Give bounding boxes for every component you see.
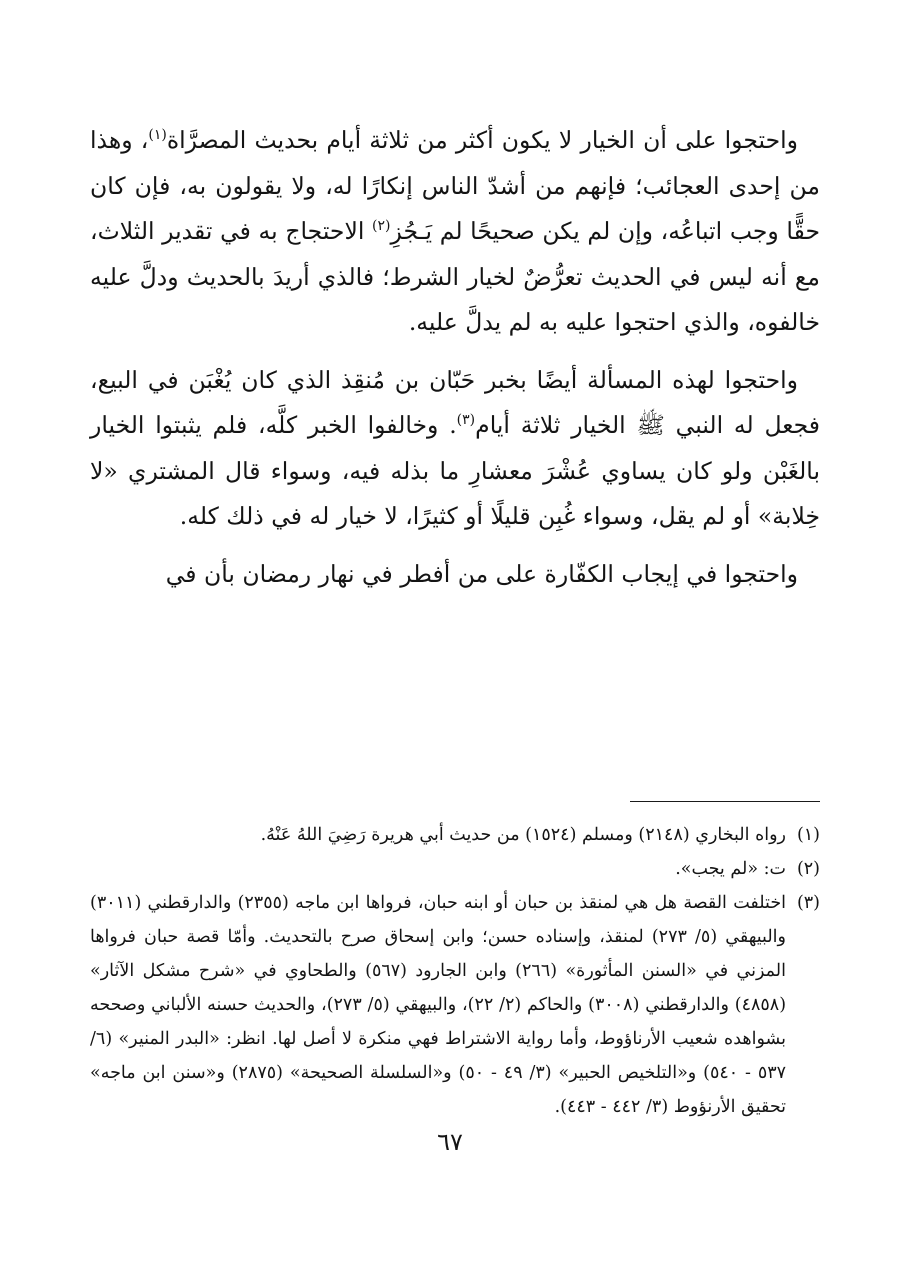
footnote-1 <box>90 818 820 852</box>
footnote-number: (٢) <box>796 859 820 879</box>
footnote-text: رواه البخاري (٢١٤٨) ومسلم (١٥٢٤) من حديث أبي هريرة رَضِيَ اللهُ عَنْهُ. <box>260 825 786 845</box>
footnote-number: (١) <box>796 825 820 845</box>
body-paragraph-2 <box>90 358 820 540</box>
paragraph-1-text-c: الاحتجاج به في تقدير الثلاث، مع أنه ليس في الحديث تعرُّضٌ لخيار الشرط؛ فالذي أريدَ بالحديث ودلَّ عليه خالفوه، والذي احتجوا عليه به لم يدلَّ عليه. <box>90 217 820 336</box>
footnote-text: ت: «لم يجب». <box>675 859 786 879</box>
paragraph-3-text: واحتجوا في إيجاب الكفّارة على من أفطر في نهار رمضان بأن في <box>165 559 798 588</box>
footnote-number: (٣) <box>796 893 820 913</box>
page-content <box>90 118 821 1117</box>
paragraph-2-text-a: واحتجوا لهذه المسألة أيضًا بخبر حَبّان بن مُنقِذ الذي كان يُغْبَن في البيع، فجعل له النبي ﷺ الخيار ثلاثة أيام <box>90 365 820 439</box>
footnote-ref-1[interactable]: (١) <box>148 127 167 144</box>
footnote-ref-3[interactable]: (٣) <box>456 412 476 429</box>
paragraph-1-text-a: واحتجوا على أن الخيار لا يكون أكثر من ثلاثة أيام بحديث المصرَّاة <box>166 126 798 154</box>
footnote-3 <box>90 886 820 1124</box>
footnote-2 <box>90 852 820 886</box>
footnote-text: اختلفت القصة هل هي لمنقذ بن حبان أو ابنه حبان، فرواها ابن ماجه (٢٣٥٥) والدارقطني (٣٠١١) والبيهقي (٥/ ٢٧٣) لمنقذ، وإسناده حسن؛ وابن إسحاق صرح بالتحديث. وأمّا قصة حبان فرواها المزني في «السنن المأثورة» (٢٦٦) وابن الجارود (٥٦٧) والطحاوي في «شرح مشكل الآثار» (٤٨٥٨) والدارقطني (٣٠٠٨) والحاكم (٢/ ٢٢)، والبيهقي (٥/ ٢٧٣)، والحديث حسنه الألباني وصححه بشواهده شعيب الأرناؤوط، وأما رواية الاشتراط فهي منكرة لا أصل لها. انظر: «البدر المنير» (٦/ ٥٣٧ - ٥٤٠) و«التلخيص الحبير» (٣/ ٤٩ - ٥٠) و«السلسلة الصحيحة» (٢٨٧٥) و«سنن ابن ماجه» تحقيق الأرنؤوط (٣/ ٤٤٢ - ٤٤٣). <box>90 893 787 1117</box>
body-paragraph-3 <box>90 552 820 598</box>
footnote-ref-2[interactable]: (٢) <box>372 218 391 235</box>
footnote-separator <box>630 801 820 802</box>
page-number: ٦٧ <box>437 1128 463 1156</box>
footnotes <box>90 818 820 1124</box>
body-paragraph-1 <box>90 118 820 346</box>
paragraph-2-text-b: . وخالفوا الخبر كلَّه، فلم يثبتوا الخيار بالغَبْن ولو كان يساوي عُشْرَ معشارِ ما بذله فيه، وسواء قال المشتري «لا خِلابة» أو لم يقل، وسواء غُبِن قليلًا أو كثيرًا، لا خيار له في ذلك كله. <box>90 411 820 530</box>
paragraph-1-text-b: ، وهذا من إحدى العجائب؛ فإنهم من أشدّ الناس إنكارًا له، ولا يقولون به، فإن كان حقًّا وجب اتباعُه، وإن لم يكن صحيحًا لم يَـجُزِ <box>90 126 821 245</box>
